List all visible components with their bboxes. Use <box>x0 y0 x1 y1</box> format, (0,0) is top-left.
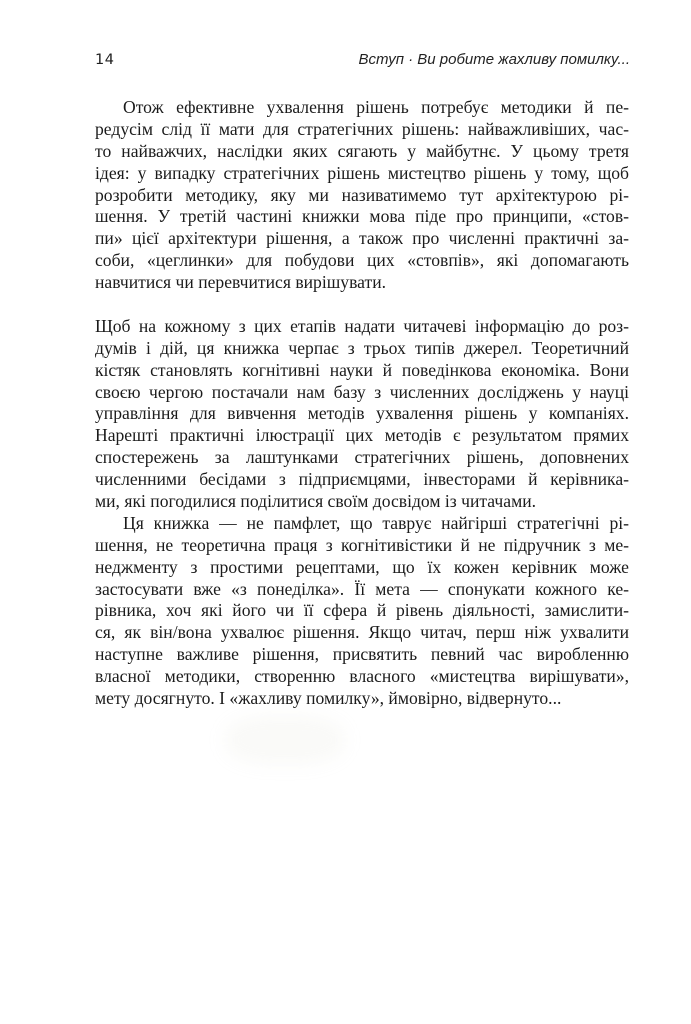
text-line: рівника, хоч які його чи її сфера й рівень діяльності, замислити- <box>95 600 629 621</box>
text-line: численними бесідами з підприємцями, інвесторами й керівника- <box>95 469 629 490</box>
text-line: соби, «цеглинки» для побудови цих «стовпів», які допомагають <box>95 250 629 271</box>
text-line: застосувати вже «з понеділка». Її мета — спонукати кожного ке- <box>95 578 629 599</box>
text-line: Щоб на кожному з цих етапів надати читачеві інформацію до роз- <box>95 315 629 336</box>
running-title: Вступ · Ви робите жахливу помилку... <box>358 51 630 68</box>
scan-artifact <box>225 715 345 765</box>
text-line: власної методики, створенню власного «мистецтва вирішувати», <box>95 666 629 687</box>
text-line: розробити методику, яку ми називатимемо тут архітектурою рі- <box>95 184 629 205</box>
text-line: спостережень за лаштунками стратегічних рішень, доповнених <box>95 447 629 468</box>
running-header <box>95 51 630 68</box>
text-line: кістяк становлять когнітивні науки й поведінкова економіка. Вони <box>95 359 629 380</box>
text-line: шення. У третій частині книжки мова піде про принципи, «стов- <box>95 206 629 227</box>
text-line: шення, не теоретична праця з когнітивістики й не підручник з ме- <box>95 534 629 555</box>
text-line: своєю чергою постачали нам базу з численних досліджень у науці <box>95 381 629 402</box>
body-text <box>95 97 629 710</box>
text-line: Отож ефективне ухвалення рішень потребує методики й пе- <box>123 97 629 117</box>
paragraph-2 <box>95 316 629 513</box>
text-line: думів і дій, ця книжка черпає з трьох типів джерел. Теоретичний <box>95 337 629 358</box>
text-line: пи» цієї архітектури рішення, а також про численні практичні за- <box>95 228 629 249</box>
paragraph-1 <box>95 97 629 294</box>
text-line: ідея: у випадку стратегічних рішень мистецтво рішень у тому, щоб <box>95 162 629 183</box>
text-line: мету досягнуто. І «жахливу помилку», ймовірно, відвернуто... <box>95 688 562 709</box>
text-line: навчитися чи перевчитися вирішувати. <box>95 272 387 293</box>
text-line: Нарешті практичні ілюстрації цих методів є результатом прямих <box>95 425 629 446</box>
text-line: ми, які погодилися поділитися своїм досвідом із читачами. <box>95 491 537 512</box>
text-line: редусім слід її мати для стратегічних рішень: найважливіших, час- <box>95 118 629 139</box>
text-line: Ця книжка — не памфлет, що таврує найгірші стратегічні рі- <box>123 512 629 533</box>
paragraph-3 <box>95 513 629 710</box>
text-line: неджменту з простими рецептами, що їх кожен керівник може <box>95 556 629 577</box>
text-line: ся, як він/вона ухвалює рішення. Якщо читач, перш ніж ухвалити <box>95 622 629 643</box>
page-number: 14 <box>95 52 115 68</box>
text-line: управління для вивчення методів ухвалення рішень у компаніях. <box>95 403 629 424</box>
text-line: то найважчих, наслідки яких сягають у майбутнє. У цьому третя <box>95 140 629 161</box>
text-line: наступне важливе рішення, присвятить певний час виробленню <box>95 644 629 665</box>
